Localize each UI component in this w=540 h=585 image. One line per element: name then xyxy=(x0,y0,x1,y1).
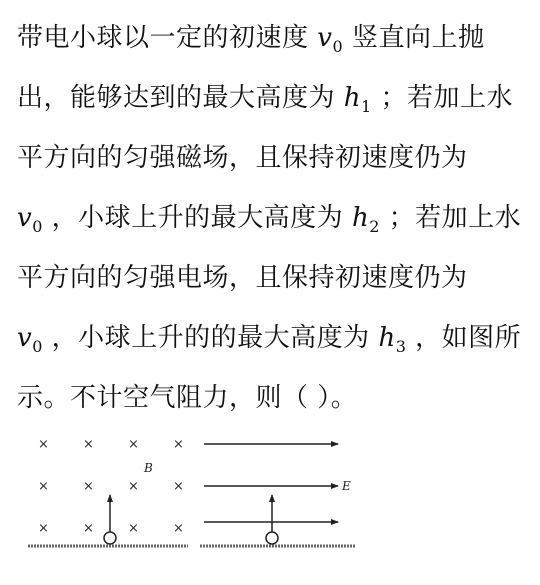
field-cross: × xyxy=(83,479,94,494)
line-5 xyxy=(17,248,533,308)
v0-symbol: $v_0$ xyxy=(17,203,43,236)
text-segment: ；若加上水 xyxy=(380,83,513,113)
h1-symbol: $h_1$ xyxy=(343,83,372,116)
ball-right-circle xyxy=(266,532,278,544)
field-cross: × xyxy=(128,479,139,494)
line-6 xyxy=(17,308,533,368)
text-segment: 平方向的匀强磁场，且保持初速度仍为 xyxy=(17,143,468,173)
field-cross: × xyxy=(173,521,184,536)
field-cross: × xyxy=(173,437,184,452)
ball-left-circle xyxy=(104,532,116,544)
text-segment: ；若加上水 xyxy=(388,203,522,233)
line-7 xyxy=(17,368,533,428)
text-segment: ，小球上升的最大高度为 xyxy=(51,203,344,233)
line-4 xyxy=(17,188,533,248)
line-1 xyxy=(17,8,533,68)
field-cross: × xyxy=(38,479,49,494)
line-2 xyxy=(17,68,533,128)
label-E: E xyxy=(342,479,351,493)
text-segment: ，如图所 xyxy=(415,323,522,353)
field-cross: × xyxy=(83,437,94,452)
h3-symbol: $h_3$ xyxy=(378,323,407,356)
field-cross: × xyxy=(38,437,49,452)
problem-text xyxy=(17,8,533,428)
text-segment: 带电小球以一定的初速度 xyxy=(17,23,309,53)
physics-figure xyxy=(28,432,368,557)
field-cross: × xyxy=(128,437,139,452)
magnetic-field-panel xyxy=(38,437,184,536)
text-segment: 平方向的匀强电场，且保持初速度仍为 xyxy=(17,263,468,293)
field-cross: × xyxy=(173,479,184,494)
ball-left xyxy=(104,495,116,544)
h2-symbol: $h_2$ xyxy=(351,203,380,236)
field-cross: × xyxy=(38,521,49,536)
text-segment: 竖直向上抛 xyxy=(351,23,485,53)
figure-svg xyxy=(28,432,368,557)
text-segment: 示。不计空气阻力，则（ ）。 xyxy=(17,383,358,413)
line-3 xyxy=(17,128,533,188)
text-segment: 出，能够达到的最大高度为 xyxy=(17,83,336,113)
ball-right xyxy=(266,495,278,544)
field-cross: × xyxy=(83,521,94,536)
v0-symbol: $v_0$ xyxy=(317,23,344,56)
text-segment: ，小球上升的的最大高度为 xyxy=(51,323,370,353)
electric-field-panel xyxy=(204,444,351,522)
v0-symbol: $v_0$ xyxy=(17,323,43,356)
field-cross: × xyxy=(128,521,139,536)
label-B: B xyxy=(144,461,153,475)
